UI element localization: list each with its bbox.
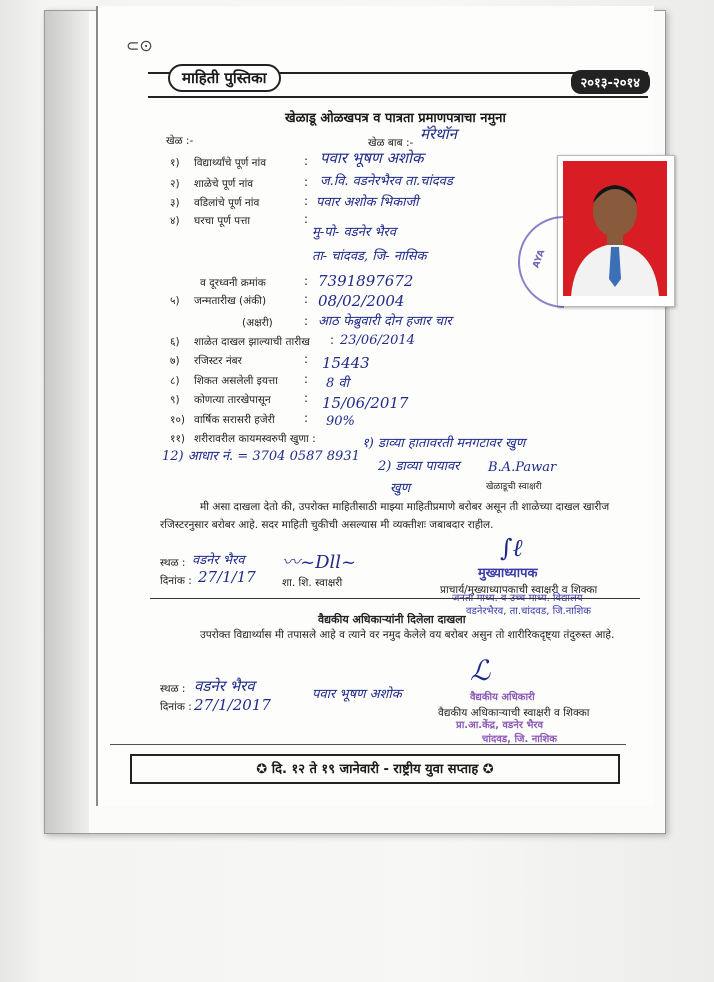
colon: : [304,411,309,425]
clip-mark-icon: ⊂⊙ [126,36,153,55]
phone-label: व दूरध्वनी क्रमांक [200,277,266,289]
principal-sign-label: प्राचार्य/मुख्याध्यापकाची स्वाक्षरी व शिक्का [440,584,598,596]
register-number-value: 15443 [322,354,370,372]
photo-background [563,161,667,296]
youth-week-text: ✪ दि. १२ ते १९ जानेवारी - राष्ट्रीय युवा सप्ताह ✪ [256,762,494,777]
aadhar-value: 12) आधार नं. = 3704 0587 8931 [162,449,360,464]
father-name-value: पवार अशोक भिकाजी [316,195,419,210]
mark-2-cont: खुण [390,481,411,496]
khel-prakar-value: मॅरेथॉन [420,125,457,143]
medical-title: वैद्यकीय अधिकाऱ्यांनी दिलेला दाखला [318,613,466,626]
colon: : [304,154,309,168]
colon: : [330,333,335,347]
principal-stamp-line1 [452,593,583,605]
dob-words-label: (अक्षरी) [242,317,273,329]
phone-value: 7391897672 [318,272,414,290]
field-2-label: २) शाळेचे पूर्ण नांव [170,178,254,190]
med-place-label: स्थळ : [160,683,186,695]
section-divider [150,598,640,599]
student-photo [557,155,675,307]
colon: : [304,391,309,405]
med-date-value: 27/1/2017 [194,696,271,714]
attendance-value: 90% [326,414,355,429]
field-1-label: १) विद्यार्थ्यांचे पूर्ण नांव [170,157,267,169]
footer-rule [110,744,626,745]
header-title: माहिती पुस्तिका [168,64,281,92]
field-7-label: ७) रजिस्टर नंबर [170,355,242,367]
field-9-label: ९) कोणत्या तारखेपासून [170,394,271,406]
student-portrait-icon [563,161,667,296]
school-name-value: ज.वि. वडनेरभैरव ता.चांदवड [320,174,453,189]
player-signature: B.A.Pawar [488,460,557,475]
colon: : [304,175,309,189]
student-name-value: पवार भूषण अशोक [320,149,424,167]
field-3-label: ३) वडिलांचे पूर्ण नांव [170,197,260,209]
field-10-label: १०) वार्षिक सरासरी हजेरी [170,414,275,426]
player-sign-label: खेळाडूची स्वाक्षरी [486,482,542,492]
med-stamp-line1: वैद्यकीय अधिकारी [470,692,535,703]
marks-label: ११) शरीरावरील कायमस्वरुपी खुणा : [170,433,316,445]
youth-week-banner [130,754,620,784]
from-date-value: 15/06/2017 [322,394,409,412]
address-line2-value: ता- चांदवड, जि- नासिक [312,249,427,264]
field-6-label: ६) शाळेत दाखल झाल्याची तारीख [170,336,310,348]
certify-paragraph: मी असा दाखला देतो की, उपरोक्त माहितीसाठी माझ्या माहितीप्रमाणे बरोबर असून ती शाळेच्या दाखल खारीज रजिस्टरनुसार बरोबर आहे. सदर माहिती चुकीची असल्यास मी व्यक्तीशः जबाबदार राहील. [160,501,610,531]
mark-1-value: १) डाव्या हातावरती मनगटावर खुण [362,436,526,451]
admission-date-value: 23/06/2014 [340,333,415,348]
med-date-label: दिनांक : [160,701,192,713]
colon: : [304,292,309,306]
colon: : [304,352,309,366]
form-title: खेळाडू ओळखपत्र व पात्रता प्रमाणपत्राचा नमुना [285,111,506,126]
med-sign-label: वैद्यकीय अधिकाऱ्याची स्वाक्षरी व शिक्का [438,707,590,719]
med-name-value: पवार भूषण अशोक [312,687,402,702]
khel-label: खेळ :- [166,135,194,147]
med-stamp-line2: प्रा.आ.केंद्र, वडनेर भैरव [456,720,544,731]
dob-value: 08/02/2004 [318,292,405,310]
med-place-value: वडनेर भैरव [194,677,255,695]
medical-officer-signature: ℒ [470,654,491,687]
class-value: 8 वी [326,376,349,391]
colon: : [304,274,309,288]
colon: : [304,212,309,226]
address-line1-value: मु-पो- वडनेर भैरव [312,225,396,240]
medical-paragraph: उपरोक्त विद्यार्थ्यास मी तपासले आहे व त्याने वर नमुद केलेले वय बरोबर असुन तो शारीरिकदृष्ट्या तंदुरुस्त आहे. [200,629,615,641]
field-4-label: ४) घरचा पूर्ण पत्ता [170,215,251,227]
colon: : [304,372,309,386]
khel-prakar-label: खेळ बाब :- [368,137,414,149]
teacher-signature: 〰~Dll~ [282,552,357,573]
date-value: 27/1/17 [198,568,256,586]
place-value: वडनेर भैरव [192,553,245,568]
principal-stamp-line2: वडनेरभैरव, ता.चांदवड, जि.नाशिक [466,606,591,617]
date-label: दिनांक : [160,575,192,587]
dob-words-value: आठ फेब्रुवारी दोन हजार चार [318,314,452,329]
page-header [148,69,648,98]
header-year: २०१३-२०१४ [571,70,650,94]
principal-signature: ∫ℓ [500,534,523,562]
principal-stamp-title: मुख्याध्यापक [478,566,538,581]
stamp-fragment: AYA [531,248,548,270]
med-stamp-line3: चांदवड, जि. नाशिक [482,734,557,745]
mark-2-value: 2) डाव्या पायावर [378,459,460,474]
colon: : [304,314,309,328]
dob-label: ५) जन्मतारीख (अंकी) [170,295,267,307]
colon: : [304,194,309,208]
field-8-label: ८) शिकत असलेली इयत्ता [170,375,278,387]
place-label: स्थळ : [160,557,186,569]
teacher-sign-label: शा. शि. स्वाक्षरी [282,577,343,589]
